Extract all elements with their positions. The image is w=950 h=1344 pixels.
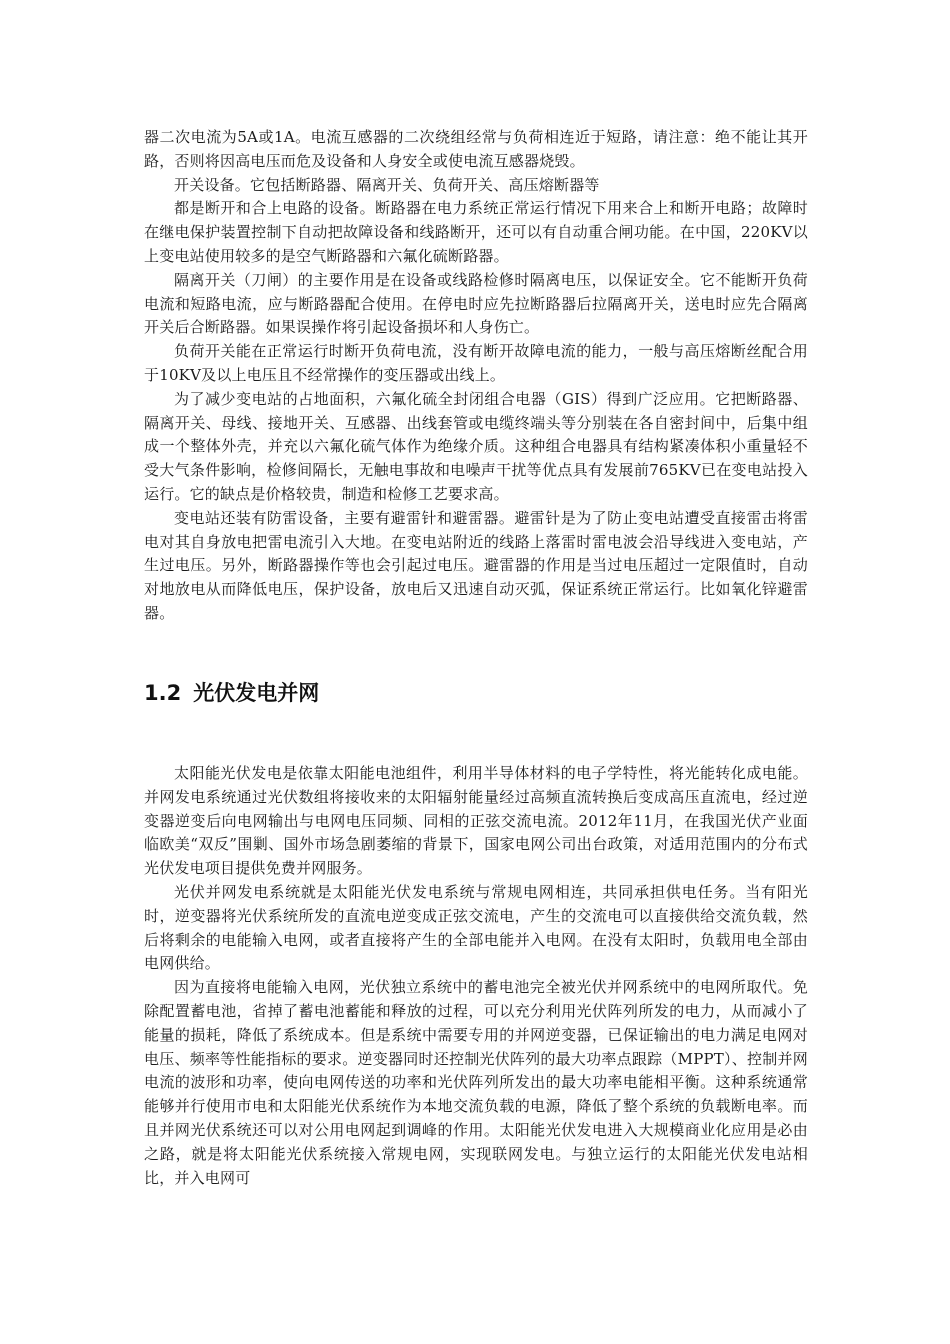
section-heading — [144, 678, 319, 708]
section-number: 1.2 — [144, 681, 182, 705]
section-1-1-tail — [144, 126, 808, 626]
paragraph: 因为直接将电能输入电网，光伏独立系统中的蓄电池完全被光伏并网系统中的电网所取代。免除配置蓄电池，省掉了蓄电池蓄能和释放的过程，可以充分利用光伏阵列所发的电力，从而减小了能量的损耗，降低了系统成本。但是系统中需要专用的并网逆变器，已保证输出的电力满足电网对电压、频率等性能指标的要求。逆变器同时还控制光伏阵列的最大功率点跟踪（MPPT）、控制并网电流的波形和功率，使向电网传送的功率和光伏阵列所发出的最大功率电能相平衡。这种系统通常能够并行使用市电和太阳能光伏系统作为本地交流负载的电源，降低了整个系统的负载断电率。而且并网光伏系统还可以对公用电网起到调峰的作用。太阳能光伏发电进入大规模商业化应用是必由之路，就是将太阳能光伏系统接入常规电网，实现联网发电。与独立运行的太阳能光伏发电站相比，并入电网可 — [144, 978, 808, 1187]
paragraph: 变电站还装有防雷设备，主要有避雷针和避雷器。避雷针是为了防止变电站遭受直接雷击将雷电对其自身放电把雷电流引入大地。在变电站附近的线路上落雷时雷电波会沿导线进入变电站，产生过电压。另外，断路器操作等也会引起过电压。避雷器的作用是当过电压超过一定限值时，自动对地放电从而降低电压，保护设备，放电后又迅速自动灭弧，保证系统正常运行。比如氧化锌避雷器。 — [144, 508, 808, 622]
paragraph: 太阳能光伏发电是依靠太阳能电池组件，利用半导体材料的电子学特性，将光能转化成电能。并网发电系统通过光伏数组将接收来的太阳辐射能量经过高频直流转换后变成高压直流电，经过逆变器逆变后向电网输出与电网电压同频、同相的正弦交流电流。2012年11月，在我国光伏产业面临欧美“双反”围剿、国外市场急剧萎缩的背景下，国家电网公司出台政策，对适用范围内的分布式光伏发电项目提供免费并网服务。 — [144, 764, 808, 878]
paragraph: 负荷开关能在正常运行时断开负荷电流，没有断开故障电流的能力，一般与高压熔断丝配合用于10KV及以上电压且不经常操作的变压器或出线上。 — [144, 342, 808, 384]
paragraph: 为了减少变电站的占地面积，六氟化硫全封闭组合电器（GIS）得到广泛应用。它把断路器、隔离开关、母线、接地开关、互感器、出线套管或电缆终端头等分别装在各自密封间中，后集中组成一个整体外壳，并充以六氟化硫气体作为绝缘介质。这种组合电器具有结构紧凑体积小重量轻不受大气条件影响，检修间隔长，无触电事故和电噪声干扰等优点具有发展前765KV已在变电站投入运行。它的缺点是价格较贵，制造和检修工艺要求高。 — [144, 389, 808, 503]
section-title: 光伏发电并网 — [193, 681, 320, 705]
paragraph: 器二次电流为5A或1A。电流互感器的二次绕组经常与负荷相连近于短路，请注意：绝不能让其开路，否则将因高电压而危及设备和人身安全或使电流互感器烧毁。 — [144, 128, 808, 170]
paragraph: 都是断开和合上电路的设备。断路器在电力系统正常运行情况下用来合上和断开电路；故障时在继电保护装置控制下自动把故障设备和线路断开，还可以有自动重合闸功能。在中国，220KV以上变电站使用较多的是空气断路器和六氟化硫断路器。 — [144, 199, 808, 265]
paragraph: 隔离开关（刀闸）的主要作用是在设备或线路检修时隔离电压，以保证安全。它不能断开负荷电流和短路电流，应与断路器配合使用。在停电时应先拉断路器后拉隔离开关，送电时应先合隔离开关后合断路器。如果误操作将引起设备损坏和人身伤亡。 — [144, 270, 808, 337]
paragraph: 光伏并网发电系统就是太阳能光伏发电系统与常规电网相连，共同承担供电任务。当有阳光时，逆变器将光伏系统所发的直流电逆变成正弦交流电，产生的交流电可以直接供给交流负载，然后将剩余的电能输入电网，或者直接将产生的全部电能并入电网。在没有太阳时，负载用电全部由电网供给。 — [144, 882, 808, 973]
section-1-2-body — [144, 762, 808, 1190]
paragraph: 开关设备。它包括断路器、隔离开关、负荷开关、高压熔断器等 — [174, 175, 600, 194]
